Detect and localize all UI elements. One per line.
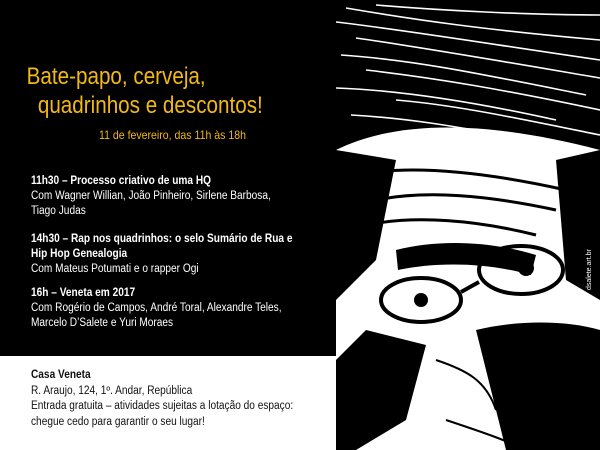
comic-face-image	[336, 0, 600, 450]
schedule-item-detail: Com Mateus Potumati e o rapper Ogi	[31, 263, 199, 275]
schedule-item-title: 16h – Veneta em 2017	[31, 287, 136, 299]
artist-credit: dsalete.art.br	[586, 249, 593, 290]
schedule-item-title: 14h30 – Rap nos quadrinhos: o selo Sumário de Rua e Hip Hop Genealogia	[31, 233, 293, 260]
venue-info	[31, 368, 321, 430]
event-title-line-2: quadrinhos e descontos!	[37, 92, 263, 119]
venue-note: Entrada gratuita – atividades sujeitas a lotação do espaço: chegue cedo para garantir o seu lugar!	[31, 400, 294, 428]
venue-panel	[0, 356, 336, 450]
info-panel	[0, 0, 336, 356]
schedule-item	[31, 286, 295, 331]
schedule-item	[31, 232, 295, 277]
schedule-item-detail: Com Wagner Willian, João Pinheiro, Sirlene Barbosa, Tiago Judas	[31, 190, 271, 217]
venue-address: R. Araujo, 124, 1º. Andar, República	[31, 384, 193, 397]
schedule-item-detail: Com Rogério de Campos, André Toral, Alexandre Teles, Marcelo D’Salete e Yuri Moraes	[31, 302, 282, 329]
schedule-item	[31, 174, 295, 219]
event-title-line-1: Bate-papo, cerveja,	[26, 63, 206, 90]
comic-illustration	[336, 0, 600, 450]
event-date: 11 de fevereiro, das 11h às 18h	[99, 128, 246, 142]
venue-name: Casa Veneta	[31, 369, 91, 381]
schedule-item-title: 11h30 – Processo criativo de uma HQ	[31, 175, 212, 187]
